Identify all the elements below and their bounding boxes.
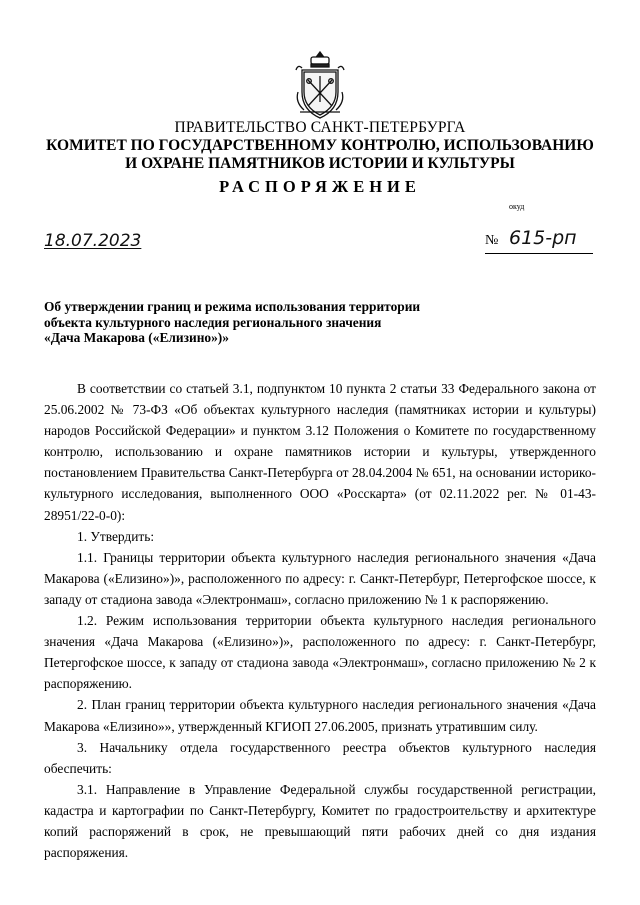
paragraph-3-1: 3.1. Направление в Управление Федеральной службы государственной регистрации, кадастра и картографии по Санкт-Петербургу, Комитет по градостроительству и архитектуре копий распоряжений в срок, не превышающий пяти рабочих дней со дня издания распоряжения.	[44, 781, 596, 861]
subject-line-2: объекта культурного наследия регионального значения	[44, 314, 382, 330]
paragraph-1: 1. Утвердить:	[77, 528, 155, 544]
document-body	[44, 378, 596, 863]
number-value: 615-рп	[509, 227, 577, 249]
coat-of-arms-icon	[294, 50, 346, 124]
subject-line-1: Об утверждении границ и режима использования территории	[44, 299, 421, 314]
government-name: ПРАВИТЕЛЬСТВО САНКТ-ПЕТЕРБУРГА	[174, 119, 466, 136]
document-date: 18.07.2023	[44, 231, 142, 251]
committee-name	[0, 137, 640, 173]
document-number	[485, 227, 593, 254]
okud-label: окуд	[509, 202, 525, 211]
paragraph-preamble: В соответствии со статьей 3.1, подпунктом 10 пункта 2 статьи 33 Федерального закона от 25.06.2002 № 73-ФЗ «Об объектах культурного наследия (памятниках истории и культуры) народов Российской Федерации» и пунктом 3.12 Положения о Комитете по государственному контролю, использованию и охране памятников истории и культуры, утвержденного постановлением Правительства Санкт-Петербурга от 28.04.2004 № 651, на основании историко-культурного исследования, выполненного ООО «Росскарта» (от 02.11.2022 рег. № 01-43-28951/22-0-0):	[44, 381, 596, 523]
committee-name-line-1: КОМИТЕТ ПО ГОСУДАРСТВЕННОМУ КОНТРОЛЮ, ИСПОЛЬЗОВАНИЮ	[46, 137, 594, 154]
paragraph-2: 2. План границ территории объекта культурного наследия регионального значения «Дача Макарова «Елизино»», утвержденный КГИОП 27.06.2005, признать утратившим силу.	[44, 697, 596, 734]
committee-name-line-2: И ОХРАНЕ ПАМЯТНИКОВ ИСТОРИИ И КУЛЬТУРЫ	[125, 155, 515, 172]
paragraph-1-1: 1.1. Границы территории объекта культурного наследия регионального значения «Дача Макарова («Елизино»)», расположенного по адресу: г. Санкт-Петербург, Петергофское шоссе, к западу от стадиона завода «Электронмаш», согласно приложению № 1 к распоряжению.	[44, 549, 596, 607]
document-type: РАСПОРЯЖЕНИЕ	[219, 177, 421, 196]
document-subject	[44, 299, 464, 346]
paragraph-1-2: 1.2. Режим использования территории объекта культурного наследия регионального значения «Дача Макарова («Елизино»)», расположенного по адресу: г. Санкт-Петербург, Петергофское шоссе, к западу от стадиона завода «Электронмаш», согласно приложению № 2 к распоряжению.	[44, 613, 596, 692]
number-sign: №	[485, 233, 499, 248]
subject-line-3: «Дача Макарова («Елизино»)»	[44, 330, 229, 345]
paragraph-3: 3. Начальнику отдела государственного реестра объектов культурного наследия обеспечить:	[44, 739, 596, 776]
